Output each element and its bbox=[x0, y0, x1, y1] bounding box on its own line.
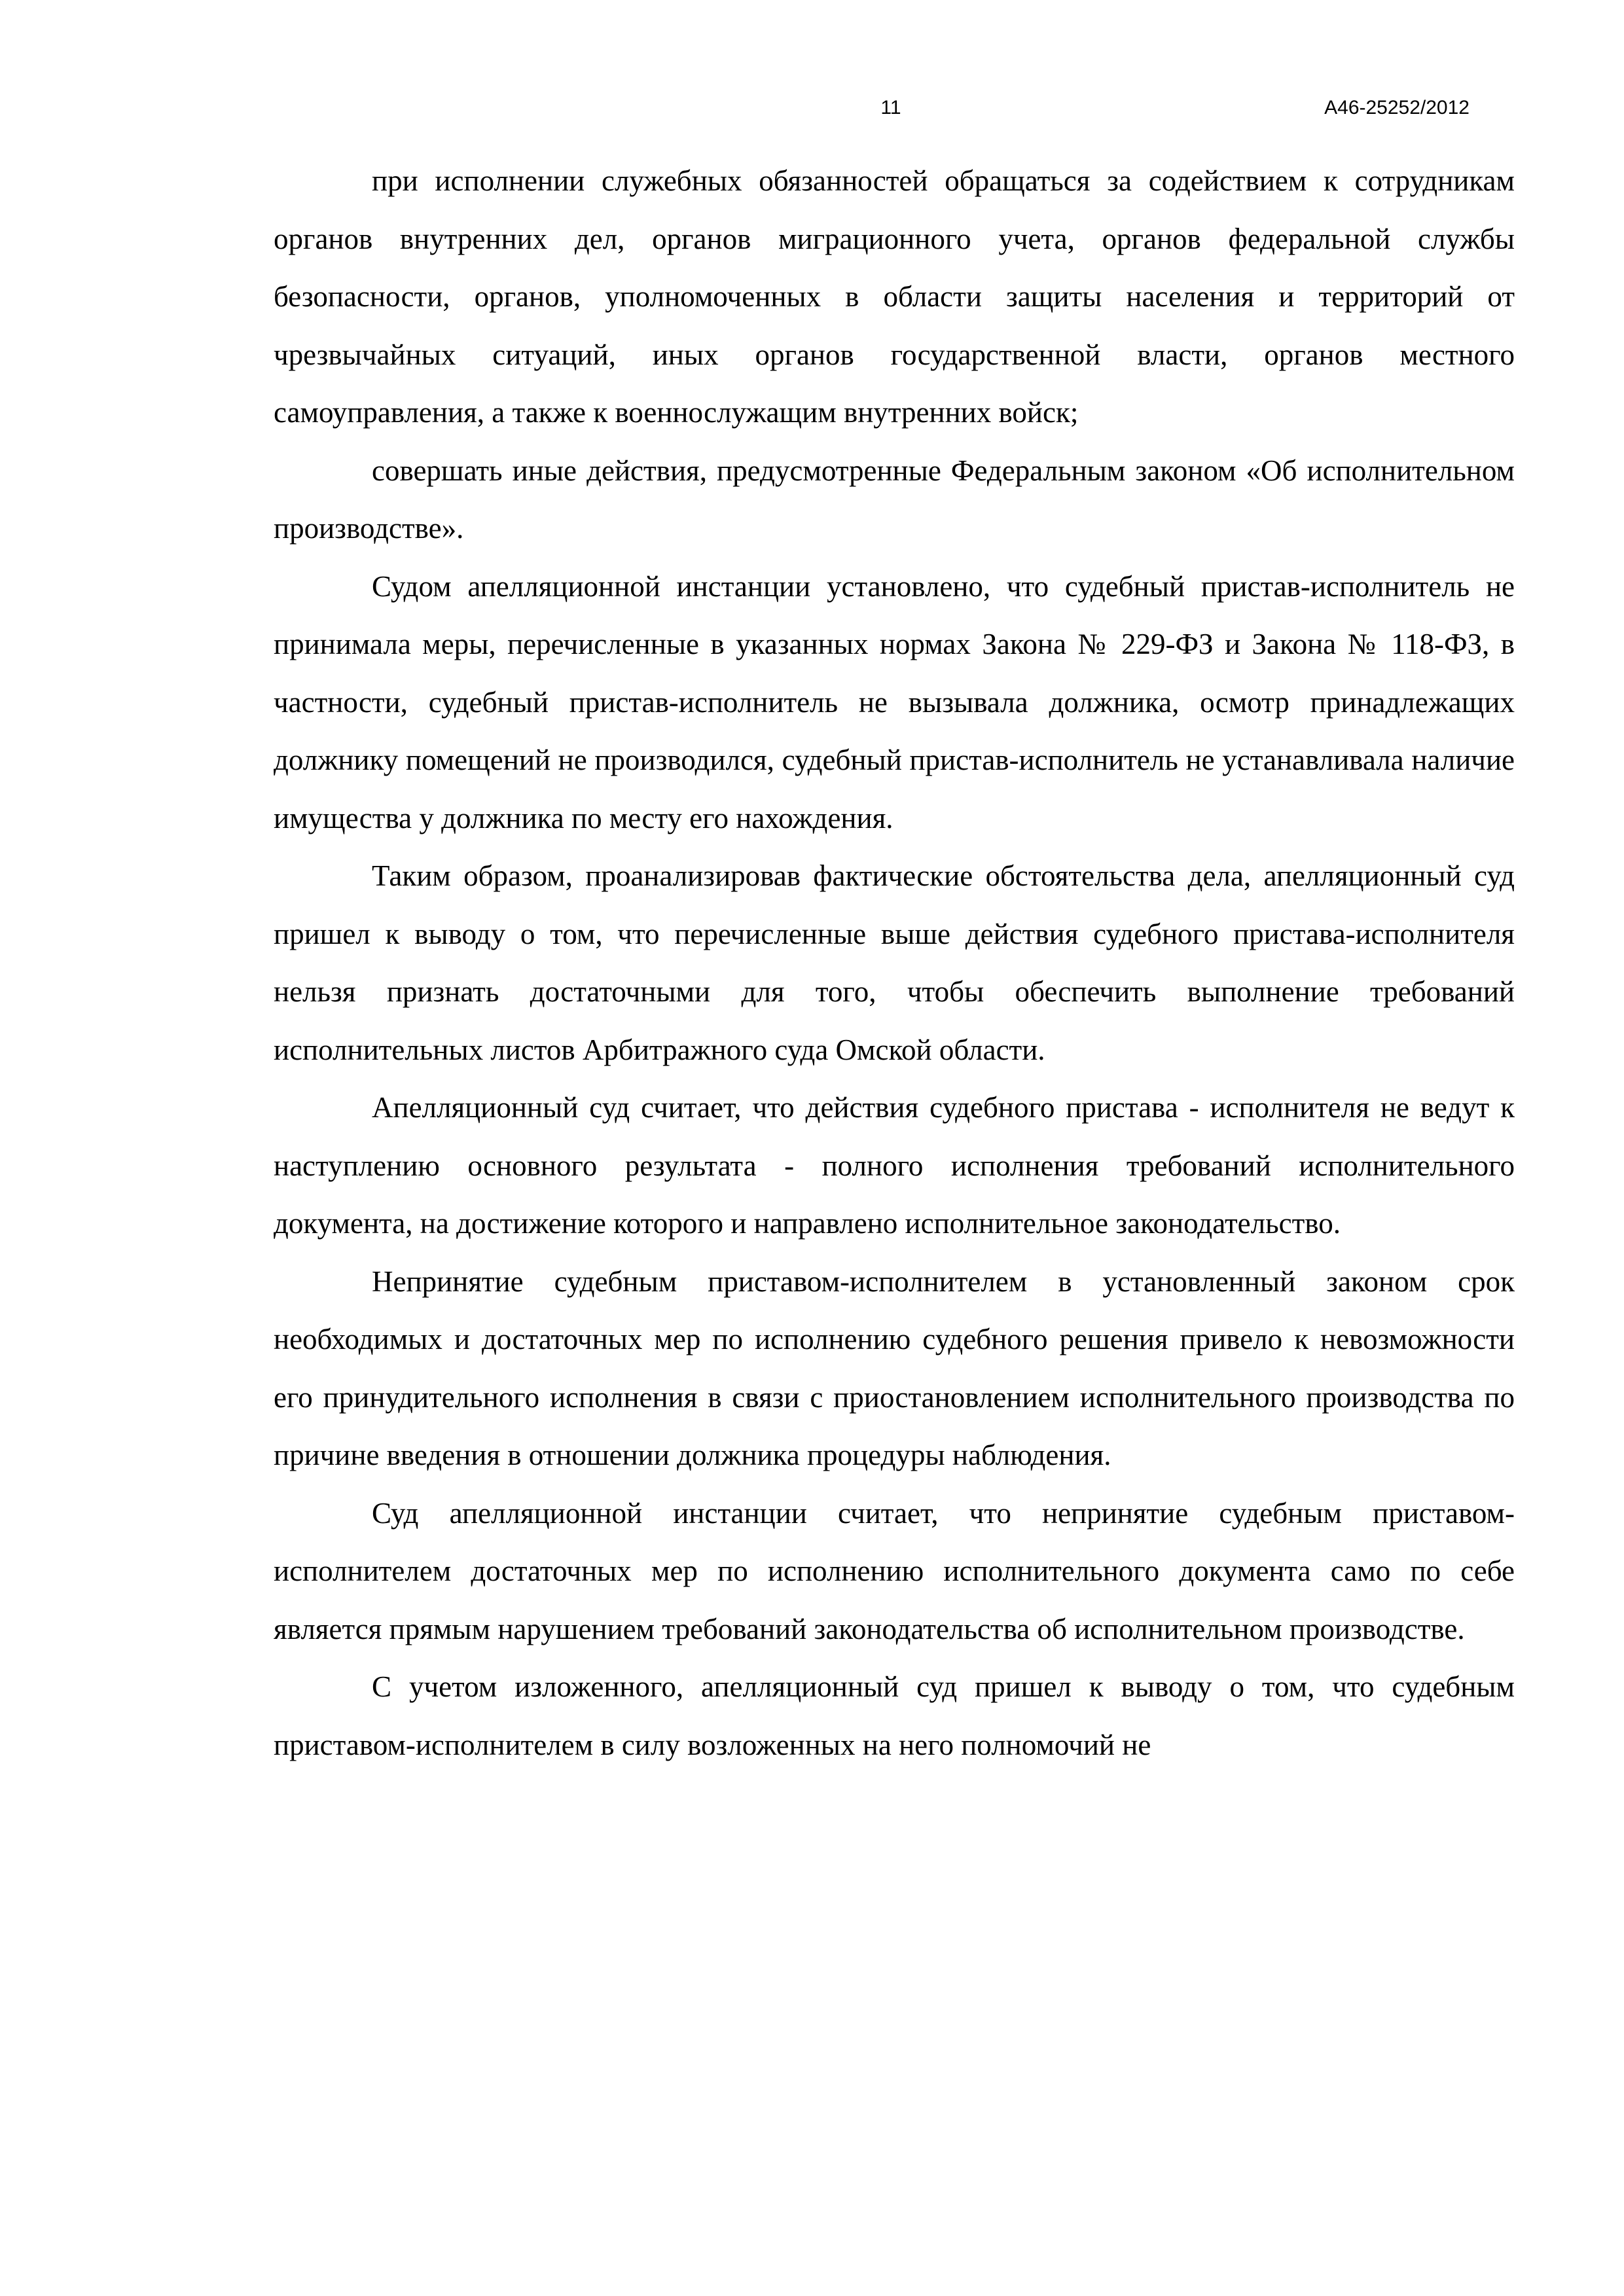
paragraph-3: Судом апелляционной инстанции установлено, что судебный пристав-исполнитель не принимала меры, перечисленные в указанных нормах Закона № 229-ФЗ и Закона № 118-ФЗ, в частности, судебный пристав-исполнитель не вызывала должника, осмотр принадлежащих должнику помещений не производился, судебный пристав-исполнитель не устанавливала наличие имущества у должника по месту его нахождения. bbox=[274, 569, 1515, 834]
document-body bbox=[274, 152, 1515, 1774]
paragraph-1: при исполнении служебных обязанностей обращаться за содействием к сотрудникам органов внутренних дел, органов миграционного учета, органов федеральной службы безопасности, органов, уполномоченных в области защиты населения и территорий от чрезвычайных ситуаций, иных органов государственной власти, органов местного самоуправления, а также к военнослужащим внутренних войск; bbox=[274, 164, 1515, 429]
paragraph-7: Суд апелляционной инстанции считает, что непринятие судебным приставом-исполнителем достаточных мер по исполнению исполнительного документа само по себе является прямым нарушением требований законодательства об исполнительном производстве. bbox=[274, 1496, 1515, 1645]
case-number: А46-25252/2012 bbox=[1324, 97, 1470, 118]
paragraph-2: совершать иные действия, предусмотренные Федеральным законом «Об исполнительном производстве». bbox=[274, 454, 1515, 545]
paragraph-5: Апелляционный суд считает, что действия судебного пристава - исполнителя не ведут к наступлению основного результата - полного исполнения требований исполнительного документа, на достижение которого и направлено исполнительное законодательство. bbox=[274, 1091, 1515, 1240]
paragraph-8: С учетом изложенного, апелляционный суд пришел к выводу о том, что судебным приставом-исполнителем в силу возложенных на него полномочий не bbox=[274, 1670, 1515, 1761]
paragraph-4: Таким образом, проанализировав фактические обстоятельства дела, апелляционный суд пришел к выводу о том, что перечисленные выше действия судебного пристава-исполнителя нельзя признать достаточными для того, чтобы обеспечить выполнение требований исполнительных листов Арбитражного суда Омской области. bbox=[274, 859, 1515, 1066]
paragraph-6: Непринятие судебным приставом-исполнителем в установленный законом срок необходимых и достаточных мер по исполнению судебного решения привело к невозможности его принудительного исполнения в связи с приостановлением исполнительного производства по причине введения в отношении должника процедуры наблюдения. bbox=[274, 1265, 1515, 1471]
page-number: 11 bbox=[880, 97, 901, 118]
page-header bbox=[0, 97, 1624, 136]
